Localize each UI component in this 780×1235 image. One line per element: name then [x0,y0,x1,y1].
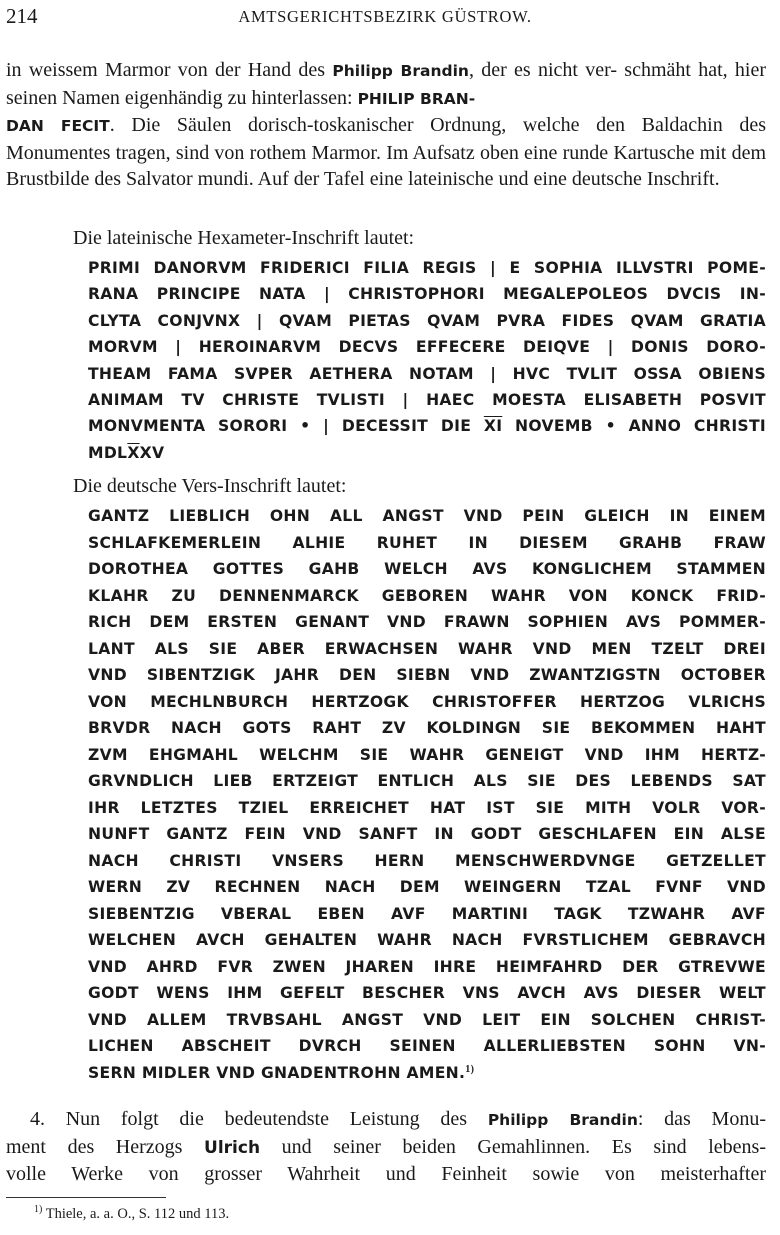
german-inscription [88,503,766,1086]
text-run: runde Kartusche mit dem Brustbilde des Salvator mundi. Auf der Tafel eine [6,141,767,191]
paragraph-monument-description [6,57,766,193]
inscription-line: LANT ALS SIE ABER ERWACHSEN WAHR VND MEN TZELT DREI [88,639,766,658]
latin-inscription [88,255,766,466]
text-run: , der es nicht ver- [468,59,618,81]
inscription-line: VND SIBENTZIGK JAHR DEN SIEBN VND ZWANTZIGSTN OCTOBER [88,666,766,684]
inscription-line: RANA PRINCIPE NATA | CHRISTOPHORI MEGALEPOLEOS DVCIS IN- [88,285,766,304]
text-run: . Die Säulen dorisch-toskanischer Ordnung, welche den Baldachin [109,114,723,137]
inscription-line: BRVDR NACH GOTS RAHT ZV KOLDINGN SIE BEKOMMEN HAHT [88,719,766,737]
text-run: schmäht hat, hier seinen Namen eigenhändig zu hinterlassen: [6,59,767,109]
inscription-line: GANTZ LIEBLICH OHN ALL ANGST VND PEIN GLEICH IN EINEM [88,507,766,525]
inscription-line-last [88,1060,766,1087]
inscription-line: PRIMI DANORVM FRIDERICI FILIA REGIS | E SOPHIA ILLVSTRI POME- [88,259,766,277]
footnote-text: Thiele, a. a. O., S. 112 und 113. [42,1206,230,1222]
text-run: lateinische und eine deutsche Inschrift. [408,168,720,191]
paragraph-line: volle Werke von grosser Wahrheit und Feinheit sowie von meisterhafter [6,1163,766,1186]
artist-name: Philipp Brandin [487,1111,638,1129]
text-run: und seiner beiden Gemahlinnen. Es sind lebens- [260,1135,767,1158]
inscription-line: NUNFT GANTZ FEIN VND SANFT IN GODT GESCHLAFEN EIN ALSE [88,825,766,843]
inscription-line: VND AHRD FVR ZWEN JHAREN IHRE HEIMFAHRD DER GTREVWE [88,957,766,976]
inscription-text: SERN MIDLER VND GNADENTROHN AMEN. [88,1063,466,1082]
inscription-line: GRVNDLICH LIEB ERTZEIGT ENTLICH ALS SIE DES LEBENDS SAT [88,772,766,790]
inscription-line: RICH DEM ERSTEN GENANT VND FRAWN SOPHIEN AVS POMMER- [88,613,766,631]
german-intro: Die deutsche Vers-Inschrift lautet: [73,475,347,497]
inscription-line: LICHEN ABSCHEIT DVRCH SEINEN ALLERLIEBSTEN SOHN VN- [88,1037,766,1055]
paragraph-line [6,1106,766,1134]
inscription-line: MORVM | HEROINARVM DECVS EFFECERE DEIQVE | DONIS DORO- [88,338,766,357]
text-run: des Monumentes tragen, sind von rothem Marmor. Im Aufsatz oben eine [6,114,767,164]
inscription-line: GODT WENS IHM GEFELT BESCHER VNS AVCH AVS DIESER WELT [88,984,766,1002]
paragraph-line [6,1134,766,1162]
inscription-line: VND ALLEM TRVBSAHL ANGST VND LEIT EIN SOLCHEN CHRIST- [88,1010,766,1029]
inscription-line: IHR LETZTES TZIEL ERREICHET HAT IST SIE MITH VOLR VOR- [88,798,766,817]
inscription-line: VON MECHLNBURCH HERTZOGK CHRISTOFFER HERTZOG VLRICHS [88,692,766,711]
text-run: in weissem Marmor von der Hand des [6,59,333,81]
inscription-line: WELCHEN AVCH GEHALTEN WAHR NACH FVRSTLICHEM GEBRAVCH [88,931,766,949]
inscription-line: NACH CHRISTI VNSERS HERN MENSCHWERDVNGE GETZELLET [88,851,766,870]
latin-intro: Die lateinische Hexameter-Inschrift lautet: [73,227,415,249]
page-number: 214 [6,4,38,28]
inscription-line: MONVMENTA SORORI • | DECESSIT DIE $\overline{XI}$ NOVEMB • ANNO CHRISTI [88,417,766,436]
paragraph-4 [6,1106,766,1188]
inscription-line: $MDL\overline{X}XV$ [88,443,165,462]
inscription-line: WERN ZV RECHNEN NACH DEM WEINGERN TZAL FVNF VND [88,878,766,896]
inscription-line: SIEBENTZIG VBERAL EBEN AVF MARTINI TAGK TZWAHR AVF [88,904,766,923]
signature-text: DAN FECIT [6,117,110,136]
text-run: : das Monu- [637,1108,766,1130]
signature-text: PHILIP BRAN- [357,89,476,108]
running-title: AMTSGERICHTSBEZIRK GÜSTROW. [238,7,532,26]
inscription-line: ANIMAM TV CHRISTE TVLISTI | HAEC MOESTA ELISABETH POSVIT [88,390,766,409]
footnote-reference[interactable]: 1) [465,1063,475,1075]
artist-name: Philipp Brandin [332,62,469,80]
inscription-line: KLAHR ZU DENNENMARCK GEBOREN WAHR VON KONCK FRID- [88,586,766,605]
text-run: ment des Herzogs [6,1135,205,1158]
inscription-line: CLYTA CONJVNX | QVAM PIETAS QVAM PVRA FIDES QVAM GRATIA [88,311,766,330]
duke-name: Ulrich [204,1137,261,1158]
page-header [6,4,764,30]
text-run: 4. Nun folgt die bedeutendste Leistung des [30,1108,488,1130]
inscription-line: DOROTHEA GOTTES GAHB WELCH AVS KONGLICHEM STAMMEN [88,560,766,578]
inscription-line: THEAM FAMA SVPER AETHERA NOTAM | HVC TVLIT OSSA OBIENS [88,364,766,383]
footnote-mark: 1) [34,1204,43,1216]
footnote [34,1206,229,1223]
inscription-line: SCHLAFKEMERLEIN ALHIE RUHET IN DIESEM GRAHB FRAW [88,533,766,552]
footnote-divider [6,1197,166,1198]
inscription-line: ZVM EHGMAHL WELCHM SIE WAHR GENEIGT VND IHM HERTZ- [88,745,766,764]
